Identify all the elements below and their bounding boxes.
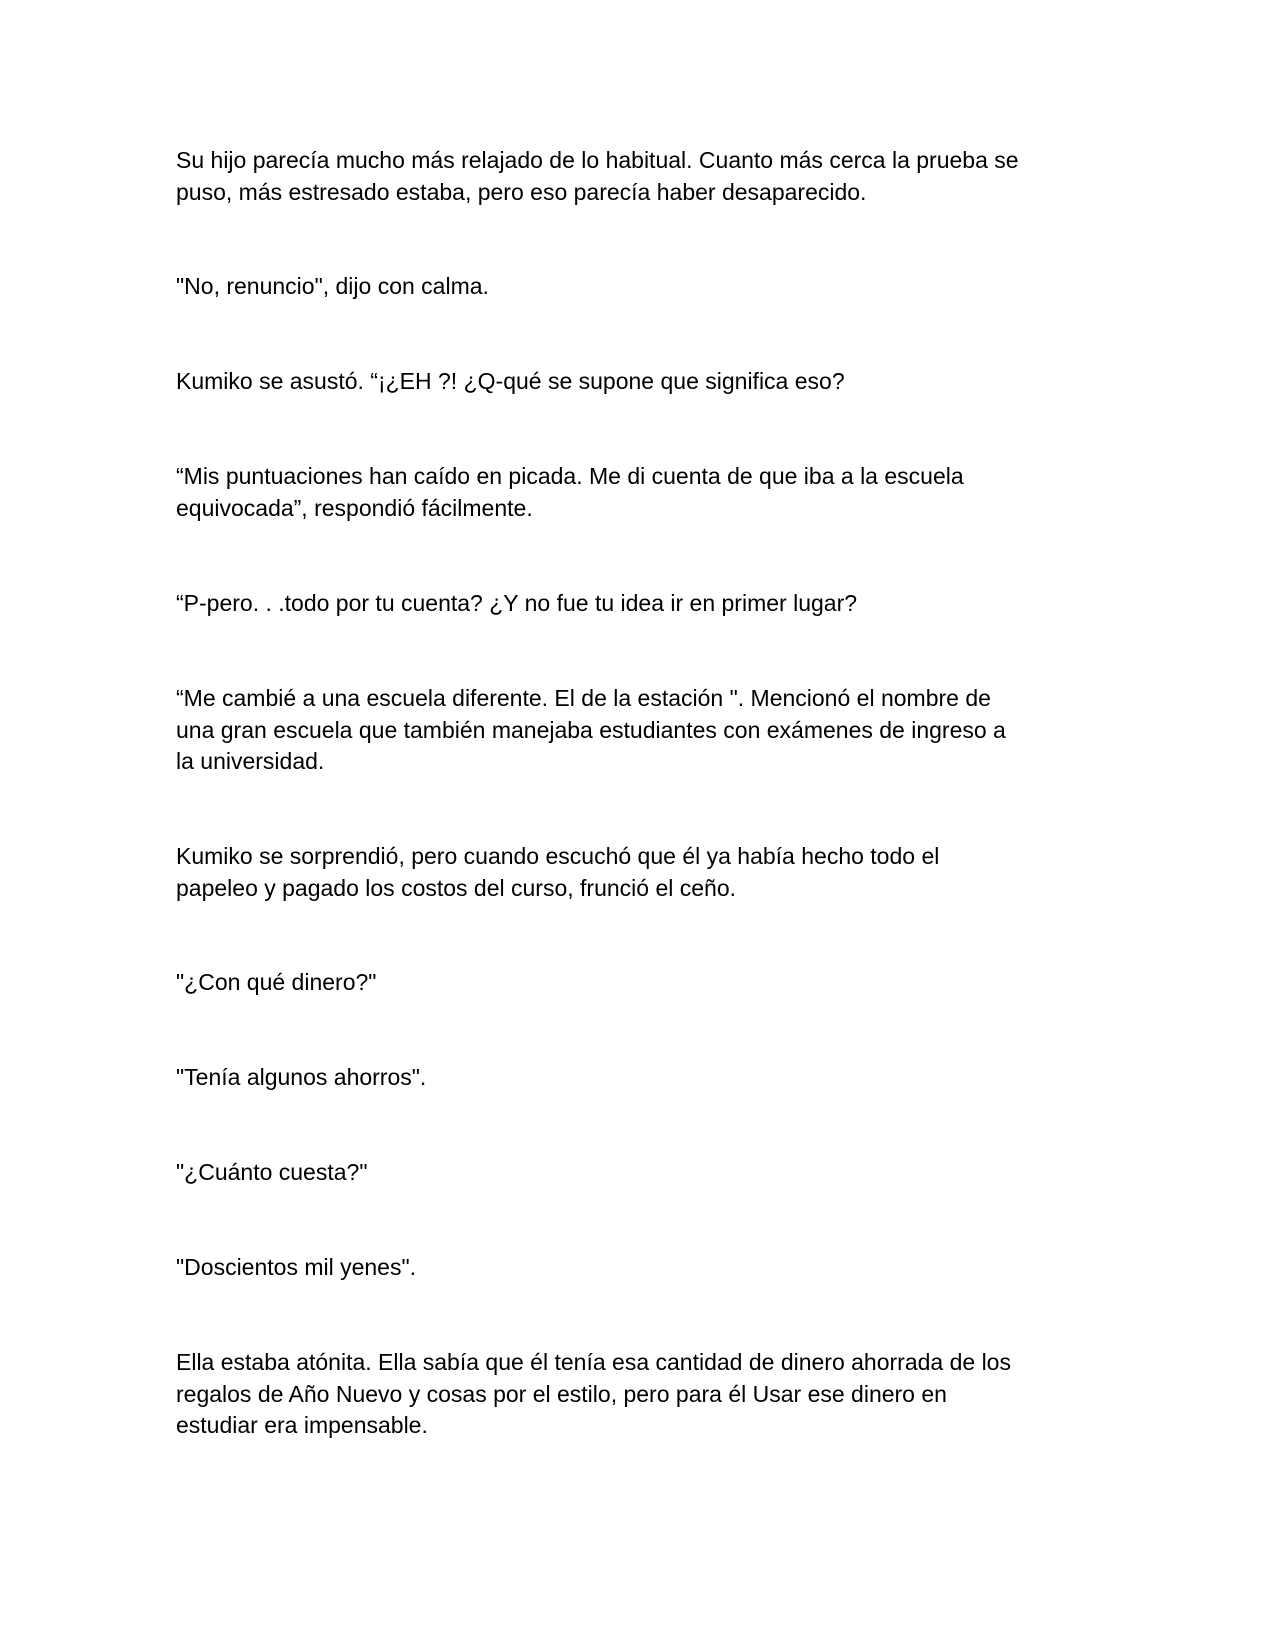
paragraph: "Doscientos mil yenes". [176, 1254, 417, 1280]
paragraph: “Me cambié a una escuela diferente. El de la estación ". Mencionó el nombre de una gran escuela que también manejaba estudiantes con exámenes de ingreso a la universidad. [176, 685, 1006, 774]
paragraph: "No, renuncio", dijo con calma. [176, 273, 489, 299]
paragraph: "Tenía algunos ahorros". [176, 1064, 427, 1090]
paragraph: "¿Cuánto cuesta?" [176, 1159, 368, 1185]
paragraph: “Mis puntuaciones han caído en picada. Me di cuenta de que iba a la escuela equivocada”, respondió fácilmente. [176, 463, 964, 521]
paragraph: Ella estaba atónita. Ella sabía que él tenía esa cantidad de dinero ahorrada de los regalos de Año Nuevo y cosas por el estilo, pero para él Usar ese dinero en estudiar era impensable. [176, 1349, 1011, 1438]
paragraph: Kumiko se asustó. “¡¿EH ?! ¿Q-qué se supone que significa eso? [176, 368, 845, 394]
paragraph: "¿Con qué dinero?" [176, 969, 377, 995]
paragraph: Su hijo parecía mucho más relajado de lo habitual. Cuanto más cerca la prueba se puso, más estresado estaba, pero eso parecía haber desaparecido. [176, 147, 1019, 205]
paragraph: “P-pero. . .todo por tu cuenta? ¿Y no fue tu idea ir en primer lugar? [176, 590, 858, 616]
paragraph: Kumiko se sorprendió, pero cuando escuchó que él ya había hecho todo el papeleo y pagado los costos del curso, frunció el ceño. [176, 843, 940, 901]
